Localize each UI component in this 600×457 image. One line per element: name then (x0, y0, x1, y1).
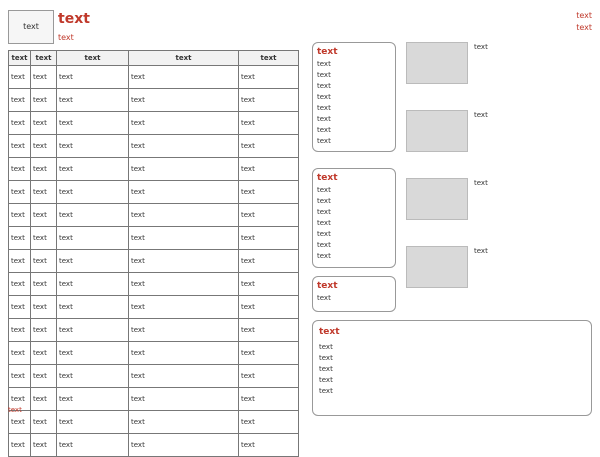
table-row (9, 296, 299, 319)
table-cell: text (9, 319, 31, 342)
table-cell: text (129, 342, 239, 365)
table-cell: text (129, 388, 239, 411)
table-row (9, 273, 299, 296)
table-header: text (57, 51, 129, 66)
table-cell: text (129, 204, 239, 227)
table-cell: text (9, 273, 31, 296)
table-row (9, 181, 299, 204)
table-cell: text (31, 319, 57, 342)
table-cell: text (31, 227, 57, 250)
table-cell: text (57, 89, 129, 112)
event-box-line: text (317, 71, 331, 79)
table-cell: text (9, 181, 31, 204)
event-box-line: text (317, 104, 331, 112)
table-cell: text (129, 434, 239, 457)
table-cell: text (129, 250, 239, 273)
table-row (9, 158, 299, 181)
table-cell: text (239, 273, 299, 296)
table-cell: text (31, 411, 57, 434)
table-row (9, 89, 299, 112)
footnote: text (8, 406, 22, 414)
table-cell: text (129, 319, 239, 342)
note-line: text (319, 387, 333, 395)
note-line: text (319, 365, 333, 373)
table-cell: text (239, 135, 299, 158)
table-cell: text (57, 66, 129, 89)
table-cell: text (129, 273, 239, 296)
table-cell: text (57, 250, 129, 273)
event-box-2 (312, 168, 396, 268)
photo-caption: text (474, 247, 488, 255)
note-body (319, 342, 585, 397)
table-cell: text (31, 66, 57, 89)
table-cell: text (9, 434, 31, 457)
table-row (9, 135, 299, 158)
event-box-line: text (317, 115, 331, 123)
table-cell: text (9, 135, 31, 158)
table-cell: text (239, 434, 299, 457)
event-box-line: text (317, 82, 331, 90)
table-cell: text (129, 365, 239, 388)
table-cell: text (9, 388, 31, 411)
note-title: text (319, 327, 340, 337)
page-title: text (58, 11, 90, 27)
table-cell: text (57, 273, 129, 296)
table-row (9, 342, 299, 365)
table-cell: text (239, 319, 299, 342)
table-cell: text (239, 181, 299, 204)
table-cell: text (129, 135, 239, 158)
table-row (9, 434, 299, 457)
table-cell: text (239, 296, 299, 319)
event-box-line: text (317, 241, 331, 249)
header-right (408, 10, 592, 34)
event-box-line: text (317, 186, 331, 194)
event-box-1 (312, 42, 396, 152)
table-cell: text (57, 158, 129, 181)
table-header: text (31, 51, 57, 66)
table-row (9, 250, 299, 273)
menu-table (8, 50, 299, 457)
table-cell: text (239, 158, 299, 181)
event-box-title: text (317, 47, 338, 57)
event-box-line: text (317, 208, 331, 216)
table-cell: text (9, 296, 31, 319)
table-cell: text (31, 250, 57, 273)
header-right-line: text (576, 23, 592, 32)
table-cell: text (57, 181, 129, 204)
table-cell: text (129, 227, 239, 250)
table-cell: text (31, 388, 57, 411)
table-header-row (9, 51, 299, 66)
table-row (9, 112, 299, 135)
event-box-title: text (317, 281, 338, 291)
table-cell: text (129, 158, 239, 181)
table-cell: text (9, 250, 31, 273)
table-header: text (9, 51, 31, 66)
table-cell: text (9, 227, 31, 250)
event-box-body (317, 59, 391, 147)
table-cell: text (31, 296, 57, 319)
table-cell: text (57, 204, 129, 227)
event-box-3 (312, 276, 396, 312)
table-cell: text (239, 388, 299, 411)
table-cell: text (57, 227, 129, 250)
table-header: text (239, 51, 299, 66)
photo-caption: text (474, 111, 488, 119)
event-box-line: text (317, 219, 331, 227)
table-cell: text (239, 204, 299, 227)
table-cell: text (9, 204, 31, 227)
photo-caption: text (474, 43, 488, 51)
table-cell: text (239, 227, 299, 250)
table-cell: text (57, 365, 129, 388)
photo-placeholder (406, 42, 468, 84)
note-line: text (319, 376, 333, 384)
page-subtitle: text (58, 33, 74, 42)
table-cell: text (57, 434, 129, 457)
month-badge: text (8, 10, 54, 44)
table-cell: text (57, 342, 129, 365)
table-cell: text (31, 112, 57, 135)
header-right-line: text (576, 11, 592, 20)
table-row (9, 365, 299, 388)
table-cell: text (129, 181, 239, 204)
table-cell: text (239, 365, 299, 388)
table-cell: text (57, 319, 129, 342)
table-cell: text (57, 296, 129, 319)
table-cell: text (31, 342, 57, 365)
table-cell: text (31, 181, 57, 204)
note-line: text (319, 354, 333, 362)
table-row (9, 66, 299, 89)
table-cell: text (239, 250, 299, 273)
event-box-line: text (317, 197, 331, 205)
note-box (312, 320, 592, 416)
table-cell: text (57, 411, 129, 434)
table-cell: text (9, 66, 31, 89)
photo-placeholder (406, 110, 468, 152)
table-cell: text (31, 158, 57, 181)
table-cell: text (239, 342, 299, 365)
table-cell: text (129, 66, 239, 89)
table-cell: text (9, 411, 31, 434)
table-cell: text (31, 434, 57, 457)
table-cell: text (239, 411, 299, 434)
table-row (9, 227, 299, 250)
table-cell: text (129, 89, 239, 112)
table-cell: text (239, 112, 299, 135)
table-cell: text (57, 135, 129, 158)
event-box-title: text (317, 173, 338, 183)
table-cell: text (57, 388, 129, 411)
table-cell: text (9, 112, 31, 135)
event-box-line: text (317, 126, 331, 134)
table-cell: text (129, 296, 239, 319)
table-cell: text (57, 112, 129, 135)
event-box-body (317, 185, 391, 262)
photo-caption: text (474, 179, 488, 187)
event-box-line: text (317, 60, 331, 68)
event-box-line: text (317, 230, 331, 238)
table-cell: text (239, 89, 299, 112)
table-cell: text (31, 273, 57, 296)
table-cell: text (31, 365, 57, 388)
photo-placeholder (406, 178, 468, 220)
table-cell: text (9, 158, 31, 181)
table-cell: text (31, 135, 57, 158)
table-row (9, 319, 299, 342)
note-line: text (319, 343, 333, 351)
table-cell: text (9, 342, 31, 365)
event-box-line: text (317, 93, 331, 101)
event-box-line: text (317, 294, 331, 302)
table-header: text (129, 51, 239, 66)
table-cell: text (9, 89, 31, 112)
table-cell: text (239, 66, 299, 89)
event-box-line: text (317, 137, 331, 145)
photo-placeholder (406, 246, 468, 288)
table-cell: text (129, 112, 239, 135)
table-cell: text (31, 204, 57, 227)
title-band (8, 8, 288, 46)
table-cell: text (31, 89, 57, 112)
table-cell: text (129, 411, 239, 434)
table-cell: text (9, 365, 31, 388)
table-row (9, 204, 299, 227)
event-box-line: text (317, 252, 331, 260)
